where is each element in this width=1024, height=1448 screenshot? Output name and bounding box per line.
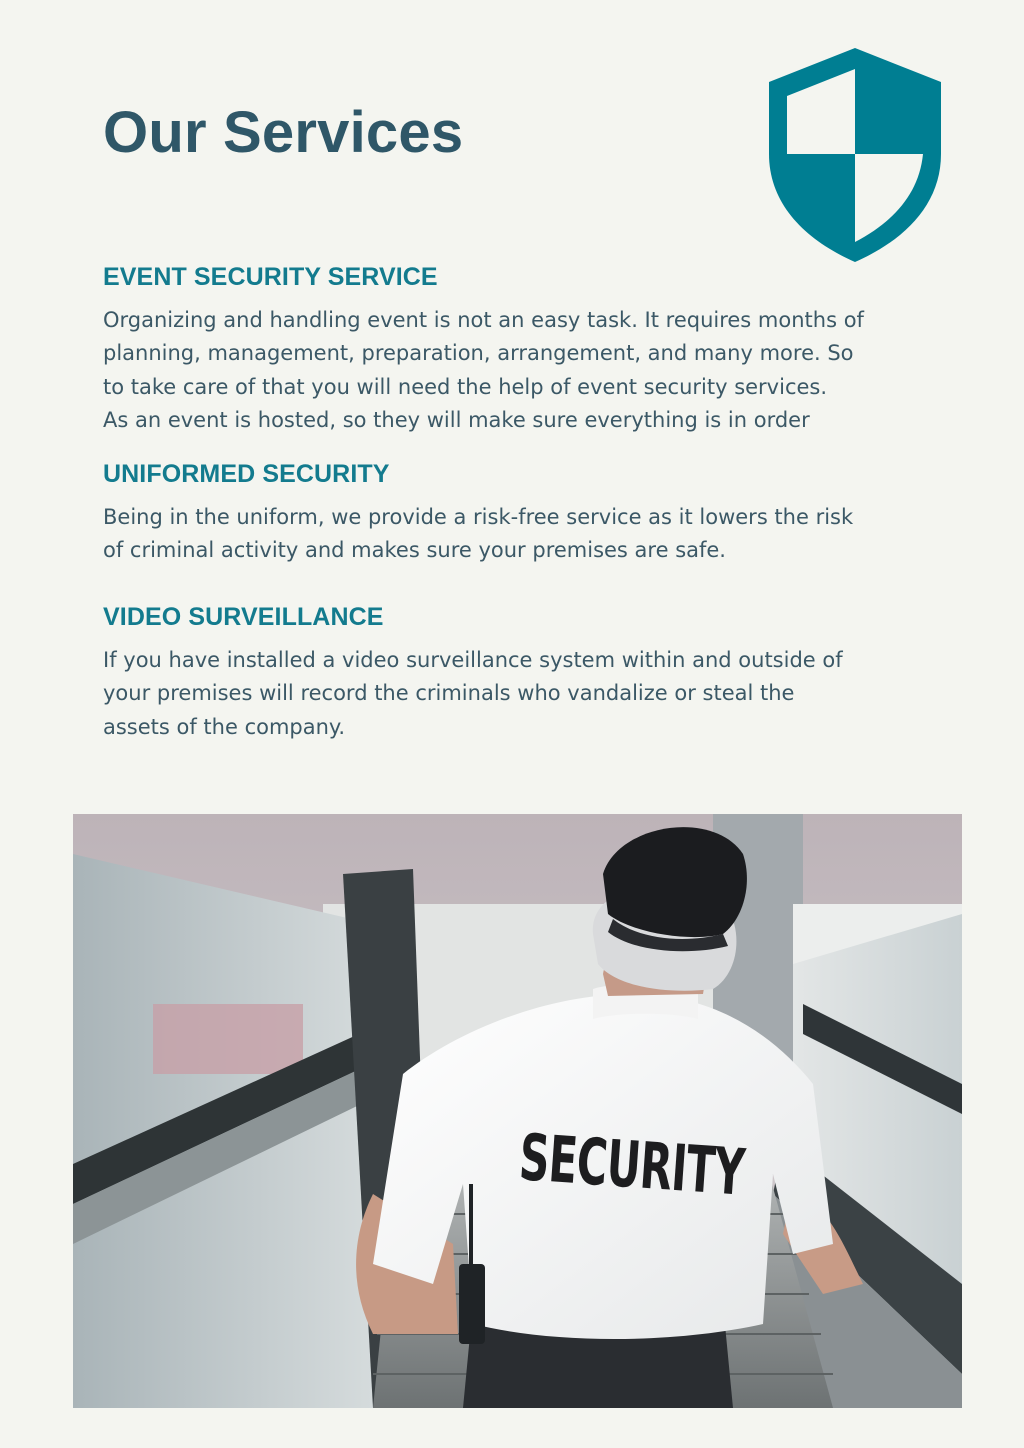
section-uniformed-security <box>103 459 933 568</box>
body-line: Organizing and handling event is not an easy task. It requires months of <box>103 308 864 332</box>
shirt-security-text: SECURITY <box>516 1121 866 1219</box>
section-heading: VIDEO SURVEILLANCE <box>103 603 384 631</box>
section-body <box>103 304 933 437</box>
body-line: As an event is hosted, so they will make sure everything is in order <box>103 407 810 432</box>
section-body <box>103 644 933 744</box>
section-heading: EVENT SECURITY SERVICE <box>103 263 438 291</box>
shield-icon <box>765 44 945 264</box>
body-line: If you have installed a video surveillance system within and outside of <box>103 648 843 672</box>
section-heading: UNIFORMED SECURITY <box>103 460 390 488</box>
body-line: to take care of that you will need the help of event security services. <box>103 374 828 399</box>
section-event-security <box>103 262 933 437</box>
security-guard-photo <box>73 814 962 1408</box>
body-line: planning, management, preparation, arrangement, and many more. So <box>103 341 854 366</box>
section-body <box>103 501 933 568</box>
body-line: your premises will record the criminals who vandalize or steal the <box>103 681 795 706</box>
section-video-surveillance <box>103 602 933 744</box>
body-line: Being in the uniform, we provide a risk-free service as it lowers the risk <box>103 505 854 529</box>
body-line: assets of the company. <box>103 714 346 739</box>
page-title: Our Services <box>103 100 464 165</box>
body-line: of criminal activity and makes sure your premises are safe. <box>103 538 726 563</box>
